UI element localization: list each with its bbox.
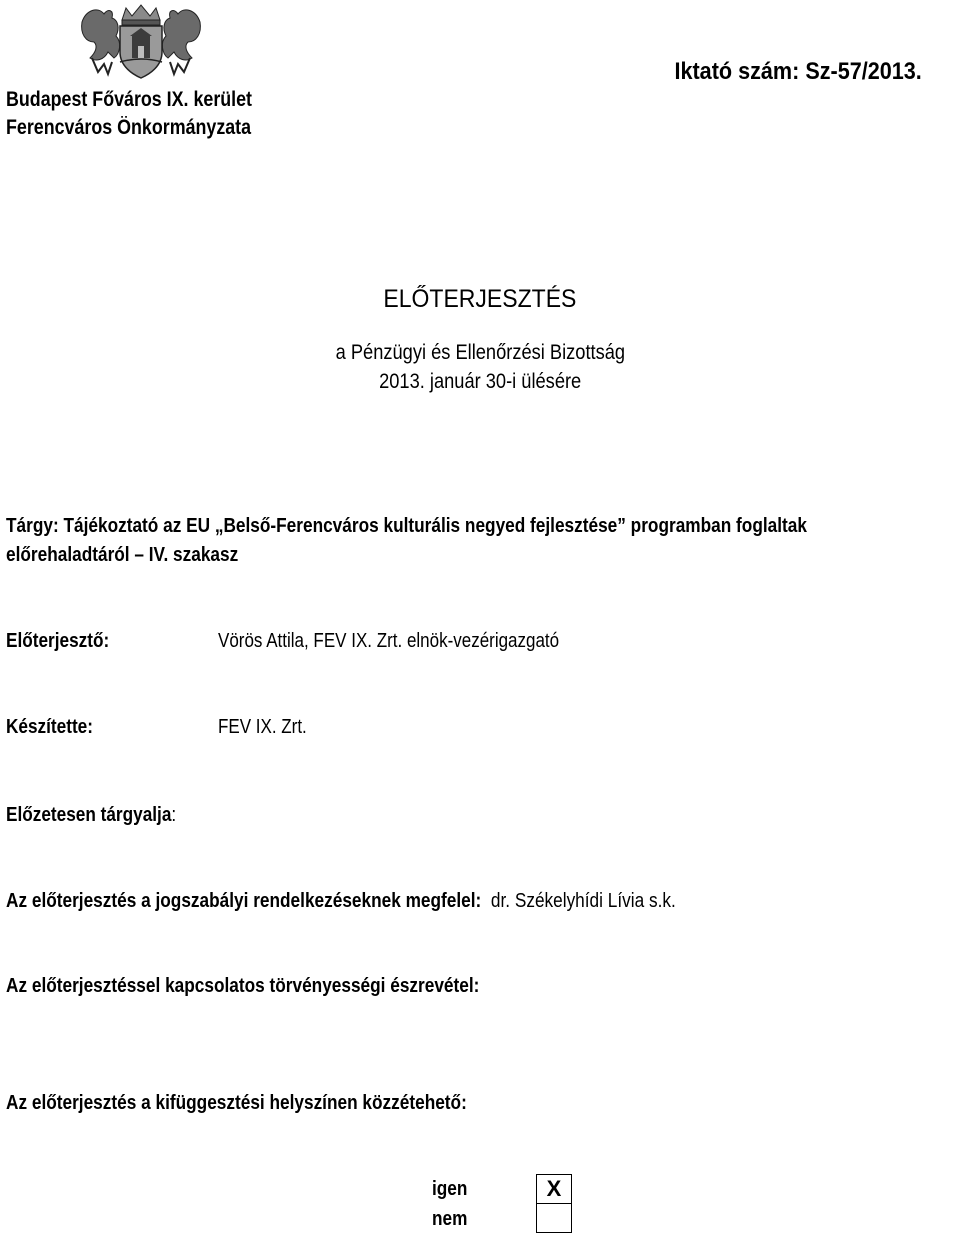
publish-yes-label: igen	[432, 1178, 468, 1200]
document-title: ELŐTERJESZTÉS	[383, 285, 577, 313]
prepared-by-value: FEV IX. Zrt.	[218, 716, 307, 738]
presenter-label: Előterjesztő:	[6, 630, 110, 652]
publish-label: Az előterjesztés a kifüggesztési helyszínen közzétehető:	[6, 1092, 467, 1114]
prior-discussion-label: Előzetesen tárgyalja:	[6, 804, 177, 826]
org-name-line-1: Budapest Főváros IX. kerület	[6, 88, 253, 111]
legal-compliance-line: Az előterjesztés a jogszabályi rendelkezéseknek megfelel: dr. Székelyhídi Lívia s.k.	[6, 890, 676, 912]
coat-of-arms-icon	[78, 2, 204, 80]
meeting-date: 2013. január 30-i ülésére	[378, 370, 582, 393]
subject-line-1: Tárgy: Tájékoztató az EU „Belső-Ferencváros kulturális negyed fejlesztése” programban foglaltak	[6, 515, 807, 537]
prepared-by-label: Készítette:	[6, 716, 93, 738]
publish-choice-table	[536, 1174, 572, 1233]
presenter-value: Vörös Attila, FEV IX. Zrt. elnök-vezérigazgató	[218, 630, 560, 652]
publish-no-checkbox[interactable]	[537, 1204, 572, 1233]
registration-number: Iktató szám: Sz-57/2013.	[674, 58, 922, 85]
committee-name: a Pénzügyi és Ellenőrzési Bizottság	[335, 341, 625, 364]
subject-line-2: előrehaladtáról – IV. szakasz	[6, 544, 239, 566]
legal-compliance-value: dr. Székelyhídi Lívia s.k.	[490, 890, 676, 912]
org-name-line-2: Ferencváros Önkormányzata	[6, 116, 252, 139]
publish-no-label: nem	[432, 1208, 468, 1230]
legality-remark-label: Az előterjesztéssel kapcsolatos törvényességi észrevétel:	[6, 975, 480, 997]
publish-yes-checkbox[interactable]: X	[537, 1175, 572, 1204]
